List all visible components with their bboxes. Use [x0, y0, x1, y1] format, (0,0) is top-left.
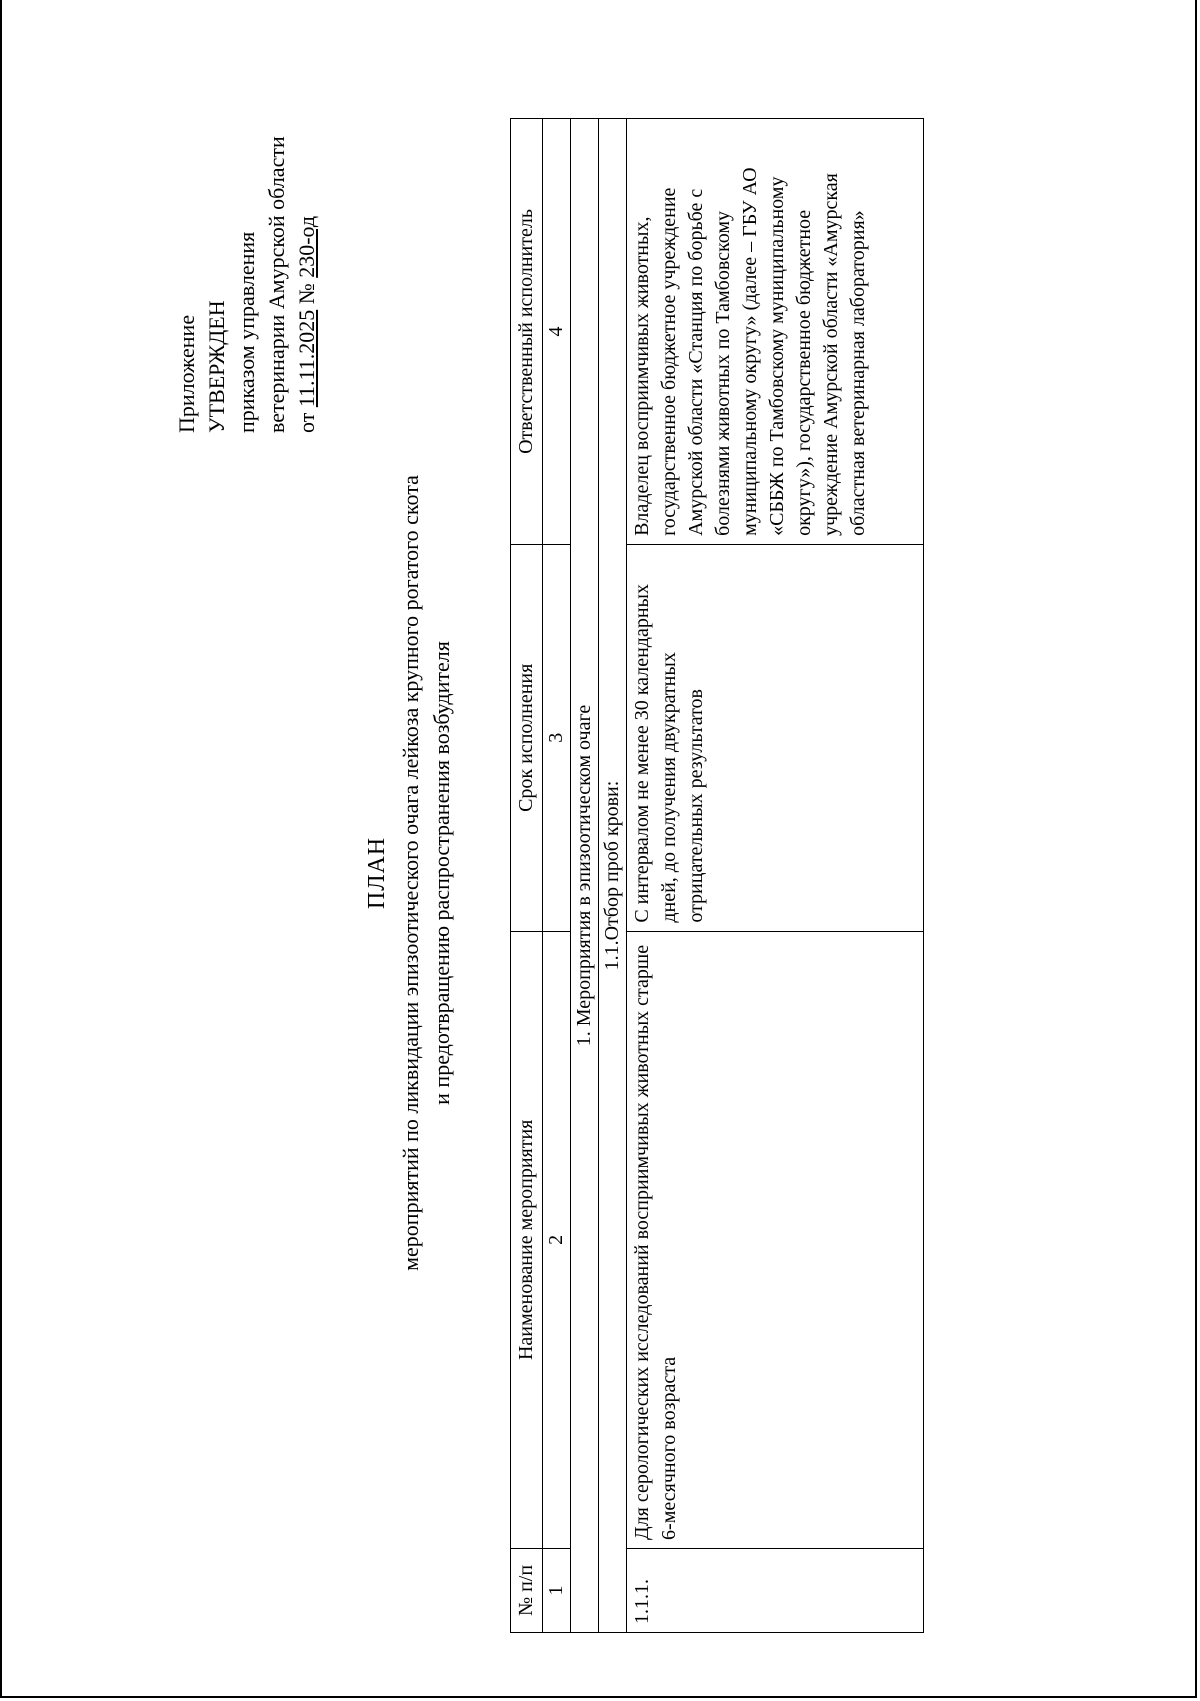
row-deadline: С интервалом не менее 30 календарных дней, до получения двукратных отрицательных результатов: [627, 544, 924, 931]
approval-date-prefix: от: [294, 407, 319, 433]
section-title: 1. Мероприятия в эпизоотическом очаге: [571, 119, 599, 1633]
subsection-title: 1.1.Отбор проб крови:: [599, 119, 627, 1633]
table-header-row: [511, 119, 543, 1633]
column-number-1: 1: [543, 1548, 571, 1632]
plan-subtitle-line2: и предотвращению распространения возбудителя: [429, 641, 454, 1105]
plan-table: [510, 118, 924, 1633]
approval-appendix: Приложение: [174, 314, 199, 433]
column-number-4: 4: [543, 119, 571, 545]
table-row: [627, 119, 924, 1633]
approval-number: 230-од: [294, 215, 319, 278]
header-name: Наименование мероприятия: [511, 931, 543, 1548]
document-title: [362, 98, 457, 1648]
row-responsible: Владелец восприимчивых животных, государственное бюджетное учреждение Амурской области «Станция по борьбе с болезнями животных по Тамбовскому муниципальному округу» (далее – ГБУ АО «СББЖ по Тамбовскому муниципальному округу»), государственное бюджетное учреждение Амурской области «Амурская областная ветеринарная лаборатория»: [627, 119, 924, 545]
plan-subtitle-line1: мероприятий по ликвидации эпизоотического очага лейкоза крупного рогатого скота: [398, 475, 423, 1271]
column-number-row: [543, 119, 571, 1633]
approval-order: приказом управления: [234, 231, 259, 433]
approval-authority: ветеринарии Амурской области: [264, 136, 289, 433]
column-number-2: 2: [543, 931, 571, 1548]
section-row: [571, 119, 599, 1633]
column-number-3: 3: [543, 544, 571, 931]
approval-block: [172, 93, 322, 433]
header-responsible: Ответственный исполнитель: [511, 119, 543, 545]
approval-date-line: [292, 93, 322, 433]
header-deadline: Срок исполнения: [511, 544, 543, 931]
row-name: Для серологических исследований восприимчивых животных старше 6-месячного возраста: [627, 931, 924, 1548]
approval-date: 11.11.2025: [294, 309, 319, 408]
subsection-row: [599, 119, 627, 1633]
approval-approved: УТВЕРЖДЕН: [204, 300, 229, 433]
row-number: 1.1.1.: [627, 1548, 924, 1632]
header-number: № п/п: [511, 1548, 543, 1632]
approval-number-sign: №: [294, 277, 319, 310]
plan-heading: ПЛАН: [364, 836, 390, 910]
document-page: [150, 98, 1050, 1648]
